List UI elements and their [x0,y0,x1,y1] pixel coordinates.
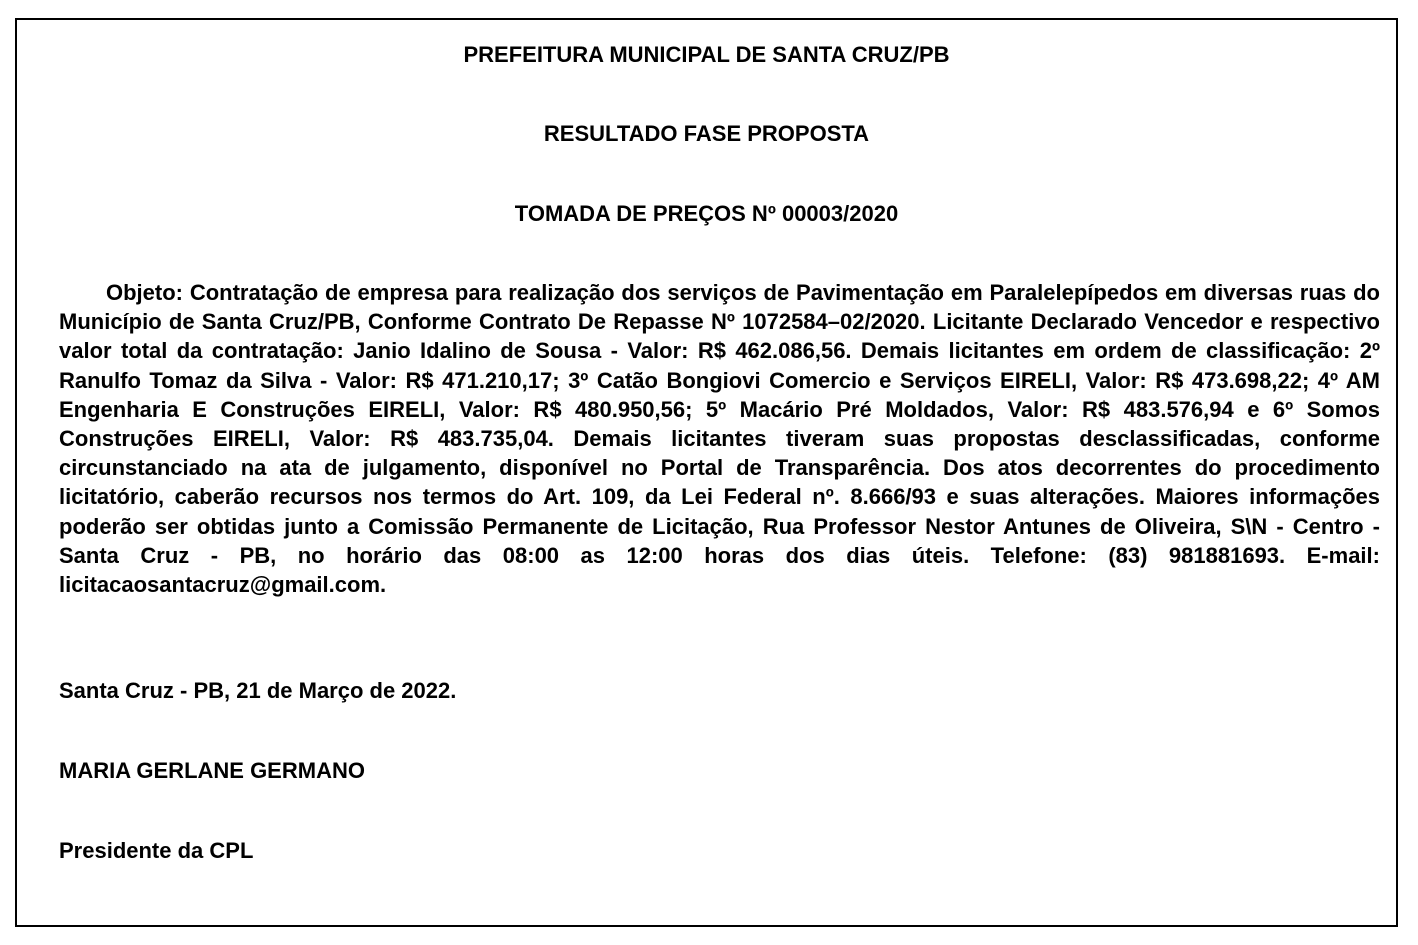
signer-role: Presidente da CPL [59,838,254,863]
notice-frame [15,18,1398,927]
notice-body-paragraph: Objeto: Contratação de empresa para realização dos serviços de Pavimentação em Paralelepípedos em diversas ruas do Município de Santa Cruz/PB, Conforme Contrato De Repasse Nº 1072584–02/2020. Licitante Declarado Vencedor e respectivo valor total da contratação: Janio Idalino de Sousa - Valor: R$ 462.086,56. Demais licitantes em ordem de classificação: 2º Ranulfo Tomaz da Silva - Valor: R$ 471.210,17; 3º Catão Bongiovi Comercio e Serviços EIRELI, Valor: R$ 473.698,22; 4º AM Engenharia E Construções EIRELI, Valor: R$ 480.950,56; 5º Macário Pré Moldados, Valor: R$ 483.576,94 e 6º Somos Construções EIRELI, Valor: R$ 483.735,04. Demais licitantes tiveram suas propostas desclassificadas, conforme circunstanciado na ata de julgamento, disponível no Portal de Transparência. Dos atos decorrentes do procedimento licitatório, caberão recursos nos termos do Art. 109, da Lei Federal nº. 8.666/93 e suas alterações. Maiores informações poderão ser obtidas junto a Comissão Permanente de Licitação, Rua Professor Nestor Antunes de Oliveira, S\N - Centro - Santa Cruz - PB, no horário das 08:00 as 12:00 horas dos dias úteis. Telefone: (83) 981881693. E-mail: licitacaosantacruz@gmail.com. [59,280,1380,598]
signer-name: MARIA GERLANE GERMANO [59,758,365,783]
notice-header-result: RESULTADO FASE PROPOSTA [543,121,870,146]
notice-date-line: Santa Cruz - PB, 21 de Março de 2022. [59,678,457,703]
notice-header-municipality: PREFEITURA MUNICIPAL DE SANTA CRUZ/PB [463,42,950,67]
notice-header-tender-number: TOMADA DE PREÇOS Nº 00003/2020 [514,201,899,226]
